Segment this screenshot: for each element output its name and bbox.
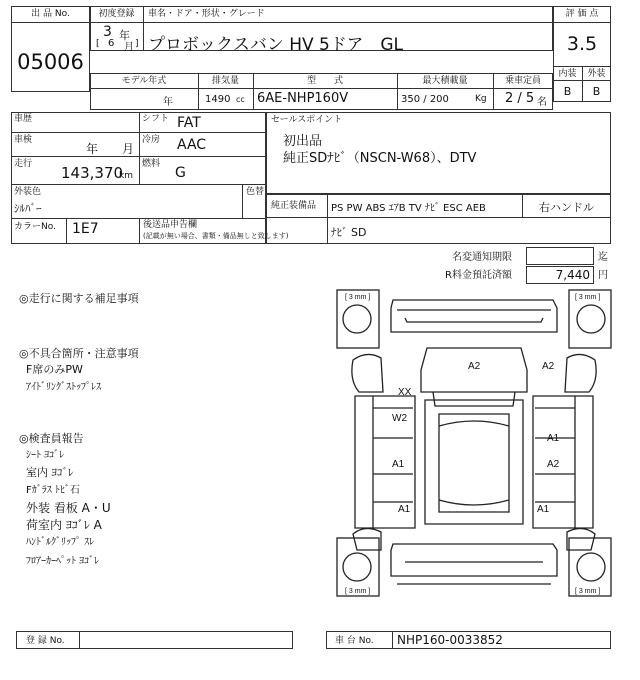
interior-grade: B [563,85,572,98]
aftermarket-box [266,218,611,244]
capacity: 2 / 5 [505,91,535,106]
equipment: PS PW ABS ｴｱB TV ﾅﾋﾞ ESC AEB [331,203,486,214]
shift-label: シフト [142,114,170,124]
model-year-label: モデル年式 [121,76,167,86]
inspector-4: 外装 看板 A・U [26,501,111,515]
mileage: 143,370 [61,164,124,182]
name-change-label: 名変通知期限 [452,252,512,263]
color-no: 1E7 [72,221,99,237]
vehicle-label: 車名・ドア・形状・グレード [148,9,265,19]
equipment-label: 純正装備品 [271,201,317,211]
sales-point-label: セールスポイント [271,115,343,125]
inspector-2: 室内 ﾖｺﾞﾚ [26,466,74,479]
model-label: 型 式 [306,76,343,86]
name-change-box [526,247,594,265]
tire-rear-left-icon [343,553,371,581]
mark-left-rear-quarter: A1 [398,504,411,515]
tire-front-right-icon [577,305,605,333]
chassis-no: NHP160-0033852 [397,633,503,647]
inspector-6: ﾊﾝﾄﾞﾙｸﾞﾘｯﾌﾟ ｽﾚ [26,537,95,548]
recycle-unit: 円 [598,270,608,281]
sales-point-2: 純正SDﾅﾋﾞ（NSCN-W68）、DTV [283,151,477,166]
inspector-5: 荷室内 ﾖｺﾞﾚ A [26,518,102,532]
color-no-label: カラーNo. [14,222,56,232]
inspector-title: ◎検査員報告 [19,432,84,445]
first-reg-year: 3 [103,24,112,40]
mark-left-front-door: W2 [392,413,407,424]
inspection-label: 車検 [14,135,33,145]
displacement-unit: cc [236,95,245,104]
history-label: 車歴 [14,114,33,124]
car-diagram [335,288,613,600]
exterior-color: ｼﾙﾊﾞｰ [14,202,42,215]
fuel: G [175,165,186,181]
lot-no: 05006 [17,50,84,74]
displacement-label: 排気量 [211,76,239,86]
vehicle-name: プロボックスバン HV 5ドア GL [148,35,404,55]
tire-label-fl: [ 3 mm ] [345,294,371,301]
first-reg-label: 初度登録 [98,9,135,19]
sales-point-1: 初出品 [283,134,323,149]
defects-title: ◎不具合箇所・注意事項 [19,347,139,360]
first-reg-month-unit: 月 [124,42,134,53]
handle: 右ハンドル [539,201,594,214]
capacity-label: 乗車定員 [504,76,541,86]
interior-label: 内装 [558,69,577,79]
inspection-year-unit: 年 [86,142,99,156]
tire-label-rl: [ 3 mm ] [345,588,371,595]
recycle-amount: 7,440 [555,268,590,282]
lot-no-label: 出 品 No. [31,9,70,19]
exterior-color-label: 外装色 [14,187,42,197]
score-label: 評 価 点 [565,9,599,19]
mark-right-front-door: A1 [547,433,560,444]
load-unit: Kg [475,94,487,104]
tire-front-left-icon [343,305,371,333]
ac: AAC [177,137,207,153]
inspector-7: ﾌﾛｱｰｶｰﾍﾟｯﾄ ﾖｺﾞﾚ [26,556,100,567]
defect-1: F席のみPW [26,363,83,376]
fuel-label: 燃料 [142,159,161,169]
mark-front-right: A2 [542,361,555,372]
inspector-3: Fｶﾞﾗｽ ﾄﾋﾞ石 [26,485,80,496]
mark-left-rear-door: A1 [392,459,405,470]
tire-label-fr: [ 3 mm ] [575,294,601,301]
defect-2: ｱｲﾄﾞﾘﾝｸﾞｽﾄｯﾌﾟﾚｽ [26,382,101,393]
score: 3.5 [566,33,598,55]
load: 350 / 200 [401,94,449,105]
shift: FAT [177,115,201,131]
displacement: 1490 [205,94,231,105]
mileage-unit: km [119,171,133,181]
mileage-label: 走行 [14,159,33,169]
mark-front-center: A2 [468,361,481,372]
aftermarket: ﾅﾋﾞ SD [331,226,367,239]
mark-left-front-fender: XX [398,387,412,398]
driving-title: ◎走行に関する補足事項 [19,292,139,305]
mark-right-rear-quarter: A1 [537,504,550,515]
ac-label: 冷房 [142,135,161,145]
mark-right-rear-door: A2 [547,459,560,470]
name-change-suffix: 迄 [598,252,608,263]
first-reg-month: 6 [108,38,115,49]
load-label: 最大積載量 [422,76,468,86]
model: 6AE-NHP160V [257,91,349,106]
aftermarket-label: 後送品申告欄 [143,220,198,230]
first-reg-year-unit: 年 [119,29,130,42]
tire-rear-right-icon [577,553,605,581]
repaint-label: 色替 [246,187,265,197]
exterior-grade: B [592,85,601,98]
reg-no-label: 登 録 No. [26,636,65,646]
tire-label-rr: [ 3 mm ] [575,588,601,595]
capacity-unit: 名 [537,97,547,108]
inspection-month-unit: 月 [122,142,135,156]
chassis-label: 車 台 No. [335,636,374,646]
inspector-1: ｼｰﾄ ﾖｺﾞﾚ [26,450,65,461]
exterior-label: 外装 [587,69,606,79]
model-year-unit: 年 [163,97,173,108]
aftermarket-note: (記載が無い場合、書類・備品無しと致します) [143,232,289,240]
recycle-label: R料金預託済額 [445,270,512,281]
